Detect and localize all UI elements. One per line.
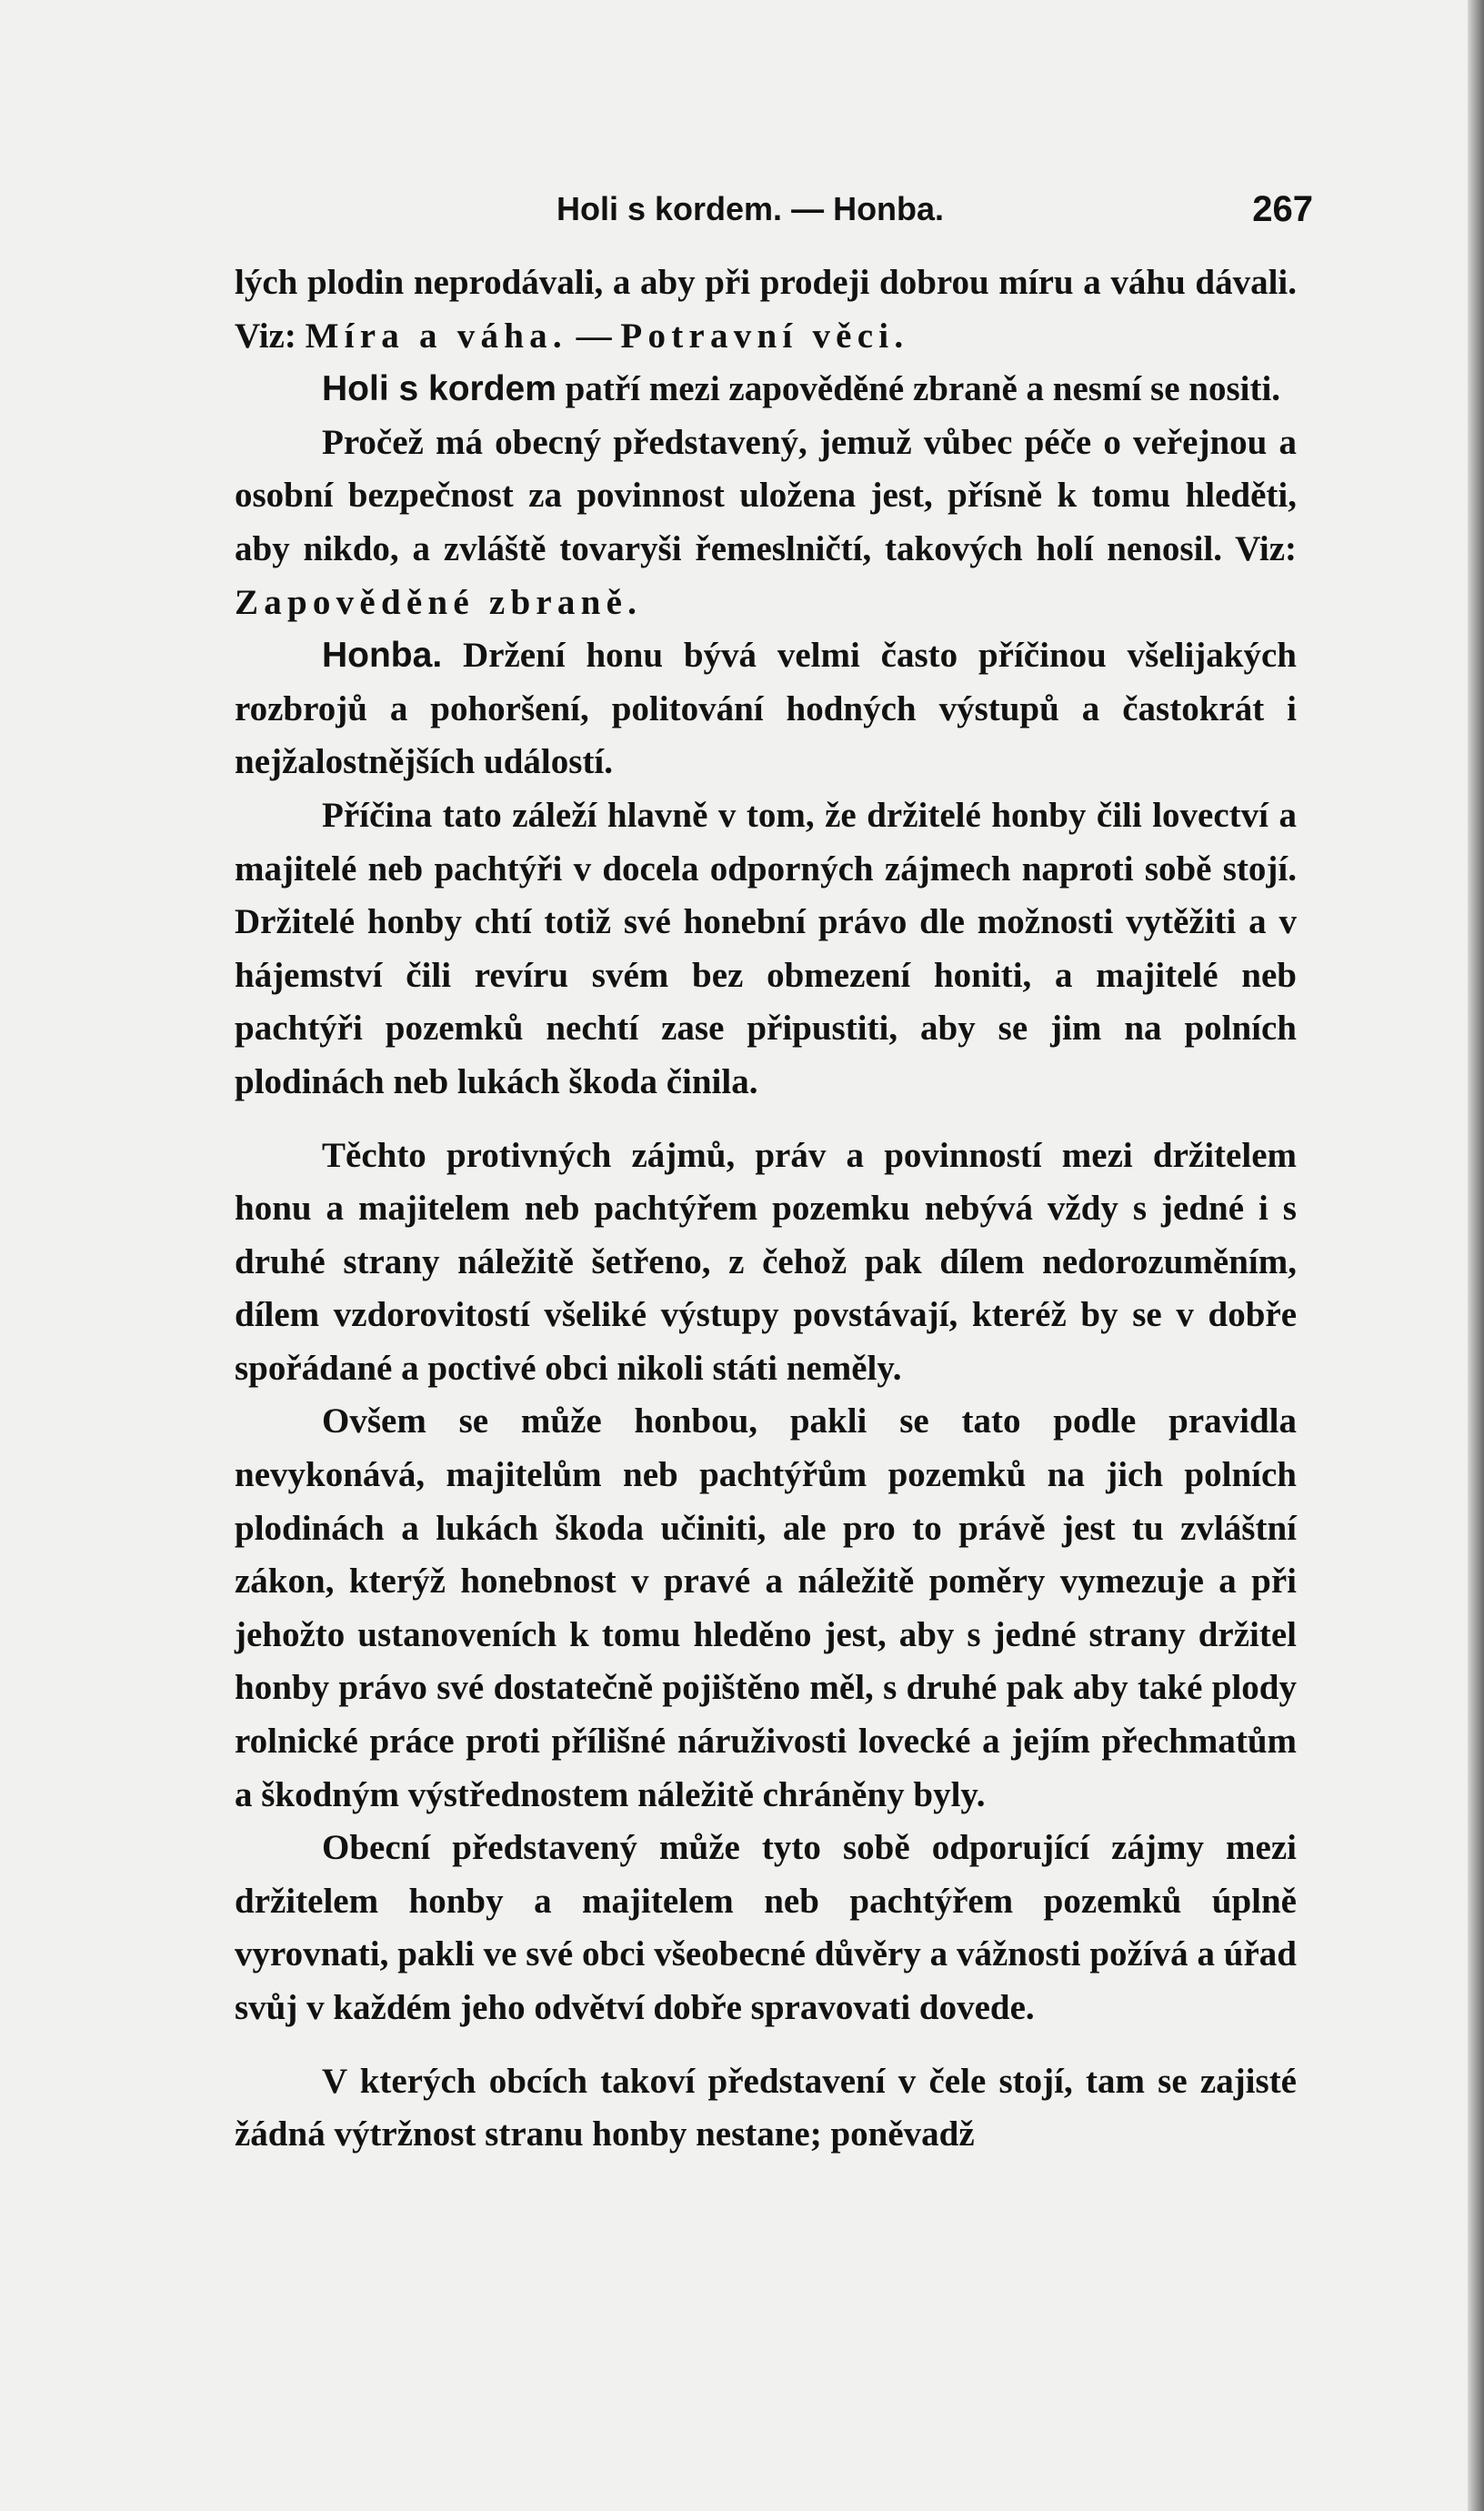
running-title: Holi s kordem. — Honba. [556,190,945,227]
paragraph-1-text: lých plodin neprodávali, a aby při prodeji dobrou míru a váhu dávali. Viz: [235,263,1297,356]
paragraph-7: Ovšem se může honbou, pakli se tato podle pravidla nevykonává, majitelům neb pachtýřům pozemků na jich polních plodinách a lukách škoda učiniti, ale pro to právě jest tu zvláštní zákon, kterýž honebnost v pravé a náležitě poměry vymezuje a při jehožto ustanoveních k tomu hleděno jest, aby s jedné strany držitel honby právo své dostatečně pojištěno měl, s druhé pak aby také plody rolnické práce proti přílišné náruživosti lovecké a jejím přechmatům a škodným výstřednostem náležitě chráněny byly. [235,1401,1297,1814]
paragraph-holi-s-kordem [235,363,1297,417]
running-header [556,182,1313,236]
paragraph-1 [235,256,1297,363]
page-edge-shadow [1468,0,1484,2511]
paragraph-honba [235,629,1297,789]
paragraph-6: Těchto protivných zájmů, práv a povinností mezi držitelem honu a majitelem neb pachtýřem pozemku nebývá vždy s jedné i s druhé strany náležitě šetřeno, z čehož pak dílem nedorozuměním, dílem vzdorovitostí všeliké výstupy povstávají, kteréž by se v dobře spořádané a poctivé obci nikoli státi neměly. [235,1135,1297,1388]
headword-honba: Honba. [322,636,443,676]
body-text [235,256,1297,2162]
paragraph-8: Obecní představený může tyto sobě odporující zájmy mezi držitelem honby a majitelem neb pachtýřem pozemků úplně vyrovnati, pakli ve své obci všeobecné důvěry a vážnosti požívá a úřad svůj v každém jeho odvětví dobře spravovati dovede. [235,1828,1297,2027]
headword-holi-s-kordem: Holi s kordem [322,369,556,409]
paragraph-3 [235,417,1297,629]
paragraph-9: V kterých obcích takoví představení v čele stojí, tam se zajisté žádná výtržnost stranu honby nestane; poněvadž [235,2061,1297,2154]
page-number: 267 [1252,189,1313,229]
paragraph-1-dash: — [567,316,621,356]
cross-reference-potravni-veci: Potravní věci. [620,316,909,356]
paragraph-5: Příčina tato záleží hlavně v tom, že držitelé honby čili lovectví a majitelé neb pachtýři v docela odporných zájmech naproti sobě stojí. Držitelé honby chtí totiž své honební právo dle možnosti vytěžiti a v hájemství čili revíru svém bez obmezení honiti, a majitelé neb pachtýři pozemků nechtí zase připustiti, aby se jim na polních plodinách neb lukách škoda činila. [235,795,1297,1101]
paragraph-3-text: Pročež má obecný představený, jemuž vůbec péče o veřejnou a osobní bezpečnost za povinnost uložena jest, přísně k tomu hleděti, aby nikdo, a zvláště tovaryši řemeslničtí, takových holí nenosil. Viz: [235,422,1297,568]
cross-reference-zapovedene-zbrane: Zapověděné zbraně. [235,582,643,622]
paragraph-2-text: patří mezi zapověděné zbraně a nesmí se nositi. [556,369,1281,409]
cross-reference-mira-a-vaha: Míra a váha. [305,316,567,356]
paragraph-4-text: Držení honu bývá velmi často příčinou všelijakých rozbrojů a pohoršení, politování hodných výstupů a častokrát i nejžalostnějších událostí. [235,636,1297,782]
